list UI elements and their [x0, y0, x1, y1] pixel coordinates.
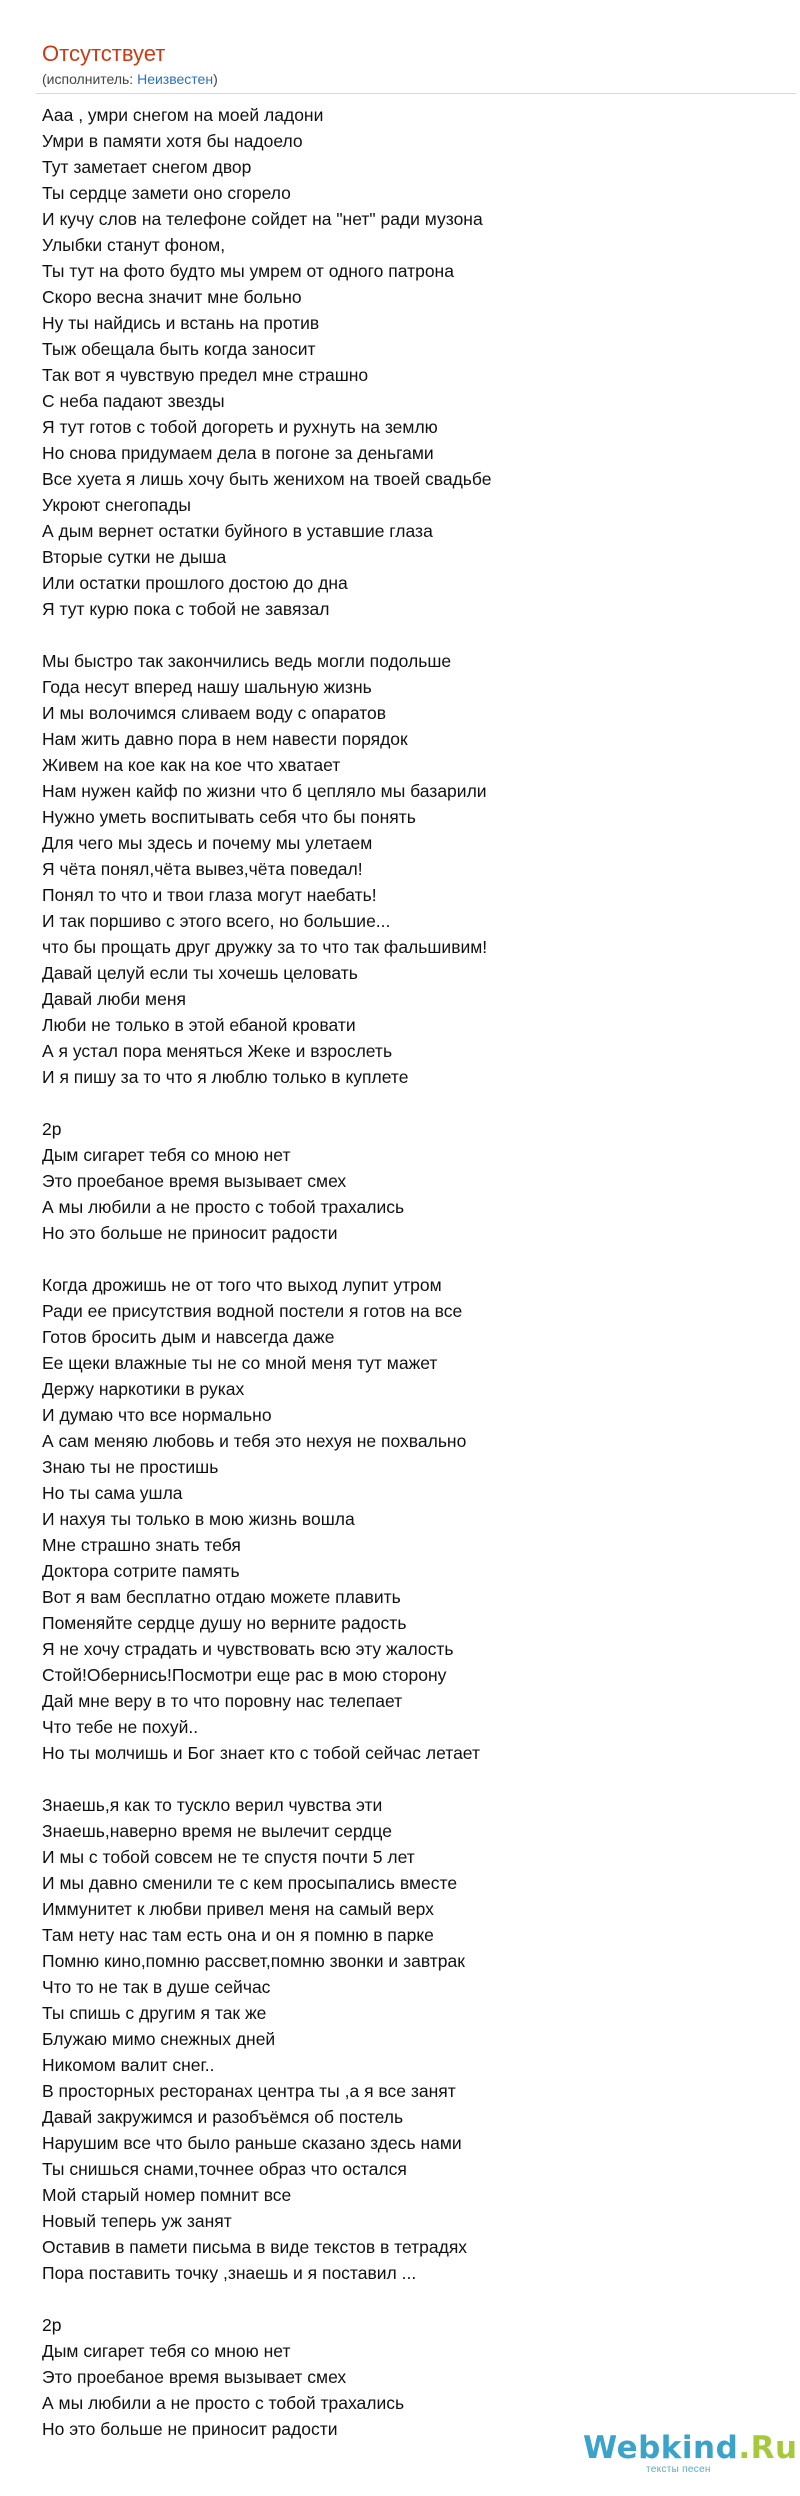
site-logo[interactable]	[583, 2428, 798, 2488]
lyric-line: И думаю что все нормально	[42, 1405, 272, 1425]
lyric-line: Но ты сама ушла	[42, 1483, 183, 1503]
lyric-line: 2р	[42, 2315, 62, 2335]
lyric-line: В просторных ресторанах центра ты ,а я все занят	[42, 2081, 456, 2101]
lyric-line: Но ты молчишь и Бог знает кто с тобой сейчас летает	[42, 1743, 480, 1763]
lyric-line: Улыбки станут фоном,	[42, 235, 226, 255]
lyric-line: Стой!Обернись!Посмотри еще рас в мою сторону	[42, 1665, 447, 1685]
lyric-line: Нам нужен кайф по жизни что б цепляло мы базарили	[42, 781, 487, 801]
lyric-line: Иммунитет к любви привел меня на самый верх	[42, 1899, 434, 1919]
lyric-line: Ты тут на фото будто мы умрем от одного патрона	[42, 261, 454, 281]
lyric-line: Для чего мы здесь и почему мы улетаем	[42, 833, 373, 853]
lyric-line: Ради ее присутствия водной постели я готов на все	[42, 1301, 463, 1321]
lyric-line: А дым вернет остатки буйного в уставшие глаза	[42, 521, 433, 541]
logo-name-part2: .Ru	[738, 2430, 798, 2466]
logo-name-part1: Webkind	[583, 2430, 739, 2466]
lyric-line: Все хуета я лишь хочу быть женихом на твоей свадьбе	[42, 469, 492, 489]
lyric-line: Доктора сотрите память	[42, 1561, 240, 1581]
lyric-line: Дай мне веру в то что поровну нас телепает	[42, 1691, 403, 1711]
lyric-line: Ну ты найдись и встань на против	[42, 313, 320, 333]
lyric-line: Нам жить давно пора в нем навести порядок	[42, 729, 408, 749]
lyric-line: Давай закружимся и разобъёмся об постель	[42, 2107, 404, 2127]
lyric-line: Держу наркотики в руках	[42, 1379, 245, 1399]
lyric-line: И нахуя ты только в мою жизнь вошла	[42, 1509, 355, 1529]
song-title: Отсутствует	[42, 41, 166, 66]
lyric-line: Я тут готов с тобой догореть и рухнуть на землю	[42, 417, 438, 437]
lyric-line: Ааа , умри снегом на моей ладони	[42, 105, 324, 125]
lyric-line: Нарушим все что было раньше сказано здесь нами	[42, 2133, 462, 2153]
lyric-line: И мы давно сменили те с кем просыпались вместе	[42, 1873, 458, 1893]
lyric-line: Знаю ты не простишь	[42, 1457, 219, 1477]
artist-link[interactable]: Неизвестен	[137, 71, 214, 87]
lyric-line	[42, 1246, 782, 1272]
song-meta	[42, 70, 218, 88]
lyric-line: Мой старый номер помнит все	[42, 2185, 292, 2205]
lyric-line: Люби не только в этой ебаной кровати	[42, 1015, 356, 1035]
lyric-line: Давай люби меня	[42, 989, 186, 1009]
lyric-line: Умри в памяти хотя бы надоело	[42, 131, 303, 151]
lyric-line: Знаешь,я как то тускло верил чувства эти	[42, 1795, 383, 1815]
lyric-line: Новый теперь уж занят	[42, 2211, 232, 2231]
lyric-line	[42, 1766, 782, 1792]
lyric-line: И мы волочимся сливаем воду с опаратов	[42, 703, 387, 723]
lyric-line: Блужаю мимо снежных дней	[42, 2029, 276, 2049]
lyric-line: Никомом валит снег..	[42, 2055, 215, 2075]
lyric-line: 2р	[42, 1119, 62, 1139]
lyric-line	[42, 1090, 782, 1116]
lyric-line: Тыж обещала быть когда заносит	[42, 339, 316, 359]
site-logo-name	[583, 2428, 798, 2468]
lyric-line: Так вот я чувствую предел мне страшно	[42, 365, 369, 385]
lyric-line: Там нету нас там есть она и он я помню в парке	[42, 1925, 434, 1945]
lyric-line	[42, 622, 782, 648]
lyric-line: Вторые сутки не дыша	[42, 547, 227, 567]
lyric-line: И кучу слов на телефоне сойдет на "нет" ради музона	[42, 209, 483, 229]
lyric-line: Дым сигарет тебя со мною нет	[42, 2341, 291, 2361]
lyric-line: Ты спишь с другим я так же	[42, 2003, 267, 2023]
lyric-line: Или остатки прошлого достою до дна	[42, 573, 348, 593]
lyric-line: Что то не так в душе сейчас	[42, 1977, 271, 1997]
lyric-line: Ты снишься снами,точнее образ что остался	[42, 2159, 407, 2179]
lyric-line: Но это больше не приносит радости	[42, 1223, 338, 1243]
lyric-line: Готов бросить дым и навсегда даже	[42, 1327, 335, 1347]
lyric-line: Я чёта понял,чёта вывез,чёта поведал!	[42, 859, 363, 879]
artist-prefix: (исполнитель:	[42, 71, 138, 87]
lyric-line: Скоро весна значит мне больно	[42, 287, 302, 307]
lyric-line: Знаешь,наверно время не вылечит сердце	[42, 1821, 392, 1841]
lyric-line: Года несут вперед нашу шальную жизнь	[42, 677, 372, 697]
lyric-line: Ты сердце замети оно сгорело	[42, 183, 291, 203]
lyric-line: Это проебаное время вызывает смех	[42, 2367, 347, 2387]
lyric-line: С неба падают звезды	[42, 391, 225, 411]
lyric-line: Понял то что и твои глаза могут наебать!	[42, 885, 377, 905]
lyric-line: Вот я вам бесплатно отдаю можете плавить	[42, 1587, 401, 1607]
lyric-line: Нужно уметь воспитывать себя что бы понять	[42, 807, 416, 827]
title-divider	[36, 93, 796, 94]
lyric-line: Но снова придумаем дела в погоне за деньгами	[42, 443, 434, 463]
lyric-line: И я пишу за то что я люблю только в куплете	[42, 1067, 409, 1087]
lyric-line: Тут заметает снегом двор	[42, 157, 252, 177]
lyric-line: Живем на кое как на кое что хватает	[42, 755, 341, 775]
lyric-line: Оставив в памети письма в виде текстов в тетрадях	[42, 2237, 468, 2257]
lyric-line: И мы с тобой совсем не те спустя почти 5 лет	[42, 1847, 415, 1867]
lyric-line: Поменяйте сердце душу но верните радость	[42, 1613, 407, 1633]
lyric-line: А сам меняю любовь и тебя это нехуя не похвально	[42, 1431, 467, 1451]
lyric-line: Я тут курю пока с тобой не завязал	[42, 599, 330, 619]
lyric-line: Дым сигарет тебя со мною нет	[42, 1145, 291, 1165]
lyric-line: Это проебаное время вызывает смех	[42, 1171, 347, 1191]
lyric-line: И так поршиво с этого всего, но большие...	[42, 911, 391, 931]
lyric-line: Давай целуй если ты хочешь целовать	[42, 963, 358, 983]
lyric-line: Что тебе не похуй..	[42, 1717, 199, 1737]
lyric-line: Ее щеки влажные ты не со мной меня тут мажет	[42, 1353, 438, 1373]
lyric-line: Пора поставить точку ,знаешь и я поставил ...	[42, 2263, 417, 2283]
site-tagline: тексты песен	[646, 2464, 711, 2475]
lyric-line: Но это больше не приносит радости	[42, 2419, 338, 2439]
artist-suffix: )	[213, 71, 218, 87]
lyric-line	[42, 2286, 782, 2312]
lyric-line: Укроют снегопады	[42, 495, 191, 515]
lyrics-text	[42, 102, 782, 2442]
lyric-line: Я не хочу страдать и чувствовать всю эту жалость	[42, 1639, 454, 1659]
lyric-line: А мы любили а не просто с тобой трахались	[42, 1197, 405, 1217]
lyric-line: Мне страшно знать тебя	[42, 1535, 241, 1555]
lyric-line: Когда дрожишь не от того что выход лупит утром	[42, 1275, 442, 1295]
lyric-line: А я устал пора меняться Жеке и взрослеть	[42, 1041, 393, 1061]
lyric-line: что бы прощать друг дружку за то что так фальшивим!	[42, 937, 488, 957]
lyric-line: Помню кино,помню рассвет,помню звонки и завтрак	[42, 1951, 465, 1971]
lyric-line: Мы быстро так закончились ведь могли подольше	[42, 651, 452, 671]
lyric-line: А мы любили а не просто с тобой трахались	[42, 2393, 405, 2413]
